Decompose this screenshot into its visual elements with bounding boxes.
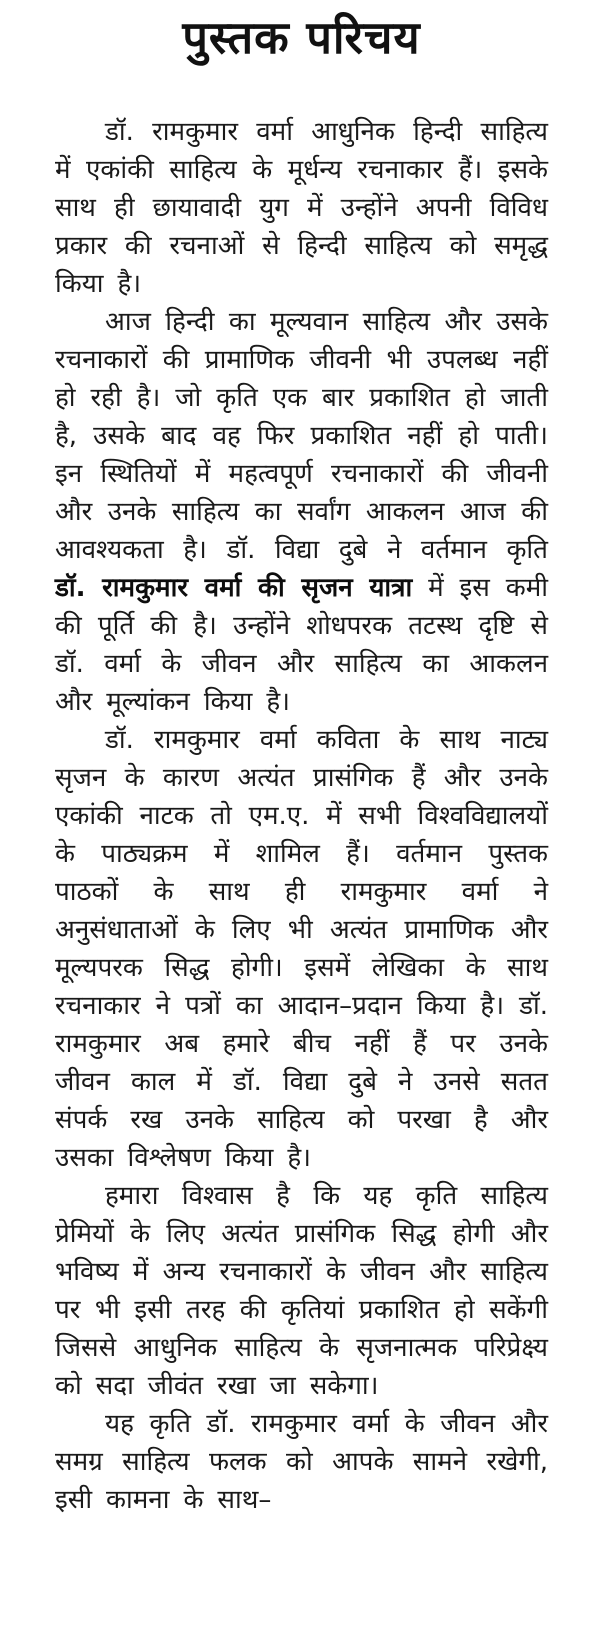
paragraph-closing-wish: यह कृति डॉ. रामकुमार वर्मा के जीवन और समग्र साहित्य फलक को आपके सामने रखेगी, इसी कामना के साथ–: [55, 1409, 549, 1515]
paragraph-need-for-biography: [55, 303, 548, 721]
book-title-bold-text: डॉ. रामकुमार वर्मा की सृजन यात्रा: [55, 573, 413, 603]
paragraph-2-text-before-title: आज हिन्दी का मूल्यवान साहित्य और उसके रचनाकारों की प्रामाणिक जीवनी भी उपलब्ध नहीं हो रही है। जो कृति एक बार प्रकाशित हो जाती है, उसके बाद वह फिर प्रकाशित नहीं हो पाती। इन स्थितियों में महत्वपूर्ण रचनाकारों की जीवनी और उनके साहित्य का सर्वांग आकलन आज की आवश्यकता है। डॉ. विद्या दुबे ने वर्तमान कृति: [55, 307, 548, 565]
paragraph-intro-author: डॉ. रामकुमार वर्मा आधुनिक हिन्दी साहित्य में एकांकी साहित्य के मूर्धन्य रचनाकार हैं। इसके साथ ही छायावादी युग में उन्होंने अपनी विविध प्रकार की रचनाओं से हिन्दी साहित्य को समृद्ध किया है।: [55, 117, 548, 299]
paragraph-hope-for-future-works: हमारा विश्वास है कि यह कृति साहित्य प्रेमियों के लिए अत्यंत प्रासंगिक सिद्ध होगी और भविष्य में अन्य रचनाकारों के जीवन और साहित्य पर भी इसी तरह की कृतियां प्रकाशित हो सकेंगी जिससे आधुनिक साहित्य के सृजनात्मक परिप्रेक्ष्य को सदा जीवंत रखा जा सकेगा।: [55, 1181, 548, 1401]
page-title: पुस्तक परिचय: [182, 11, 421, 64]
paragraph-2-text-after-title: में इस कमी की पूर्ति की है। उन्होंने शोधपरक तटस्थ दृष्टि से डॉ. वर्मा के जीवन और साहित्य का आकलन और मूल्यांकन किया है।: [55, 573, 548, 717]
paragraph-relevance-of-verma: डॉ. रामकुमार वर्मा कविता के साथ नाट्य सृजन के कारण अत्यंत प्रासंगिक हैं और उनके एकांकी नाटक तो एम.ए. में सभी विश्वविद्यालयों के पाठ्यक्रम में शामिल हैं। वर्तमान पुस्तक पाठकों के साथ ही रामकुमार वर्मा ने अनुसंधाताओं के लिए भी अत्यंत प्रामाणिक और मूल्यपरक सिद्ध होगी। इसमें लेखिका के साथ रचनाकार ने पत्रों का आदान–प्रदान किया है। डॉ. रामकुमार अब हमारे बीच नहीं हैं पर उनके जीवन काल में डॉ. विद्या दुबे ने उनसे सतत संपर्क रख उनके साहित्य को परखा है और उसका विश्लेषण किया है।: [55, 725, 548, 1173]
